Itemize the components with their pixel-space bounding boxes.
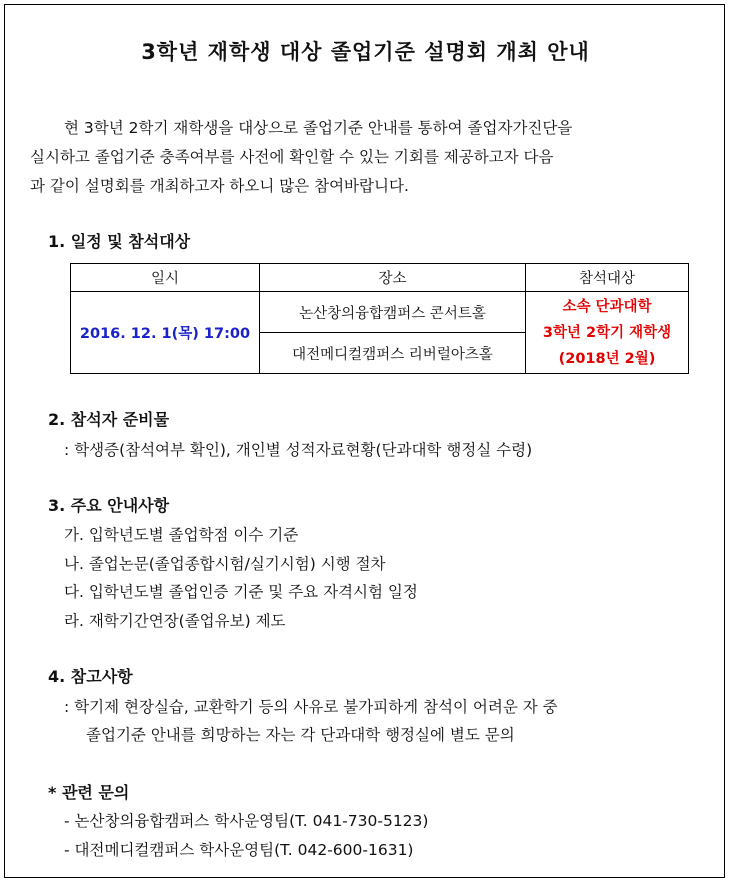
audience-line-2: 3학년 2학기 재학생 (542, 324, 672, 341)
reference-line-2: 졸업기준 안내를 희망하는 자는 각 단과대학 행정실에 별도 문의 (86, 726, 515, 744)
section-2-heading: 2. 참석자 준비물 (48, 410, 170, 429)
intro-line-1 (30, 114, 698, 143)
section-3-heading: 3. 주요 안내사항 (48, 496, 170, 515)
header-audience: 참석대상 (526, 264, 689, 292)
intro-line-2: 실시하고 졸업기준 충족여부를 사전에 확인할 수 있는 기회를 제공하고자 다음 (30, 148, 554, 166)
section-2-text: : 학생증(참석여부 확인), 개인별 성적자료현황(단과대학 행정실 수령) (64, 441, 533, 459)
notice-item-4: 라. 재학기간연장(졸업유보) 제도 (64, 612, 286, 630)
location-daejeon: 대전메디컬캠퍼스 리버럴아츠홀 (260, 333, 526, 374)
location-nonsan: 논산창의융합캠퍼스 콘서트홀 (260, 292, 526, 333)
notice-item-2: 나. 졸업논문(졸업종합시험/실기시험) 시행 절차 (64, 555, 386, 573)
schedule-header-row (71, 264, 689, 292)
section-4-heading: 4. 참고사항 (48, 667, 133, 686)
contact-heading: * 관련 문의 (48, 783, 130, 802)
schedule-table (70, 263, 689, 374)
section-1-heading: 1. 일정 및 참석대상 (48, 232, 191, 251)
schedule-row-1 (71, 292, 689, 333)
audience-line-3: (2018년 2월) (558, 350, 656, 367)
header-date: 일시 (71, 264, 260, 292)
notice-item-3: 다. 입학년도별 졸업인증 기준 및 주요 자격시험 일정 (64, 583, 418, 601)
audience-cell (526, 292, 689, 374)
intro-line-3: 과 같이 설명회를 개최하고자 하오니 많은 참여바랍니다. (30, 177, 409, 195)
intro-line-1-text: 현 3학년 2학기 재학생을 대상으로 졸업기준 안내를 통하여 졸업자가진단을 (64, 119, 573, 137)
notice-item-1: 가. 입학년도별 졸업학점 이수 기준 (64, 526, 299, 544)
reference-line-1: : 학기제 현장실습, 교환학기 등의 사유로 불가피하게 참석이 어려운 자 중 (64, 698, 558, 716)
header-location: 장소 (260, 264, 526, 292)
contact-daejeon: - 대전메디컬캠퍼스 학사운영팀(T. 042-600-1631) (64, 841, 414, 859)
contact-nonsan: - 논산창의융합캠퍼스 학사운영팀(T. 041-730-5123) (64, 812, 429, 830)
audience-line-1: 소속 단과대학 (562, 298, 652, 315)
intro-paragraph (30, 114, 698, 201)
schedule-date: 2016. 12. 1(목) 17:00 (71, 292, 260, 374)
document-title: 3학년 재학생 대상 졸업기준 설명회 개최 안내 (141, 40, 590, 64)
